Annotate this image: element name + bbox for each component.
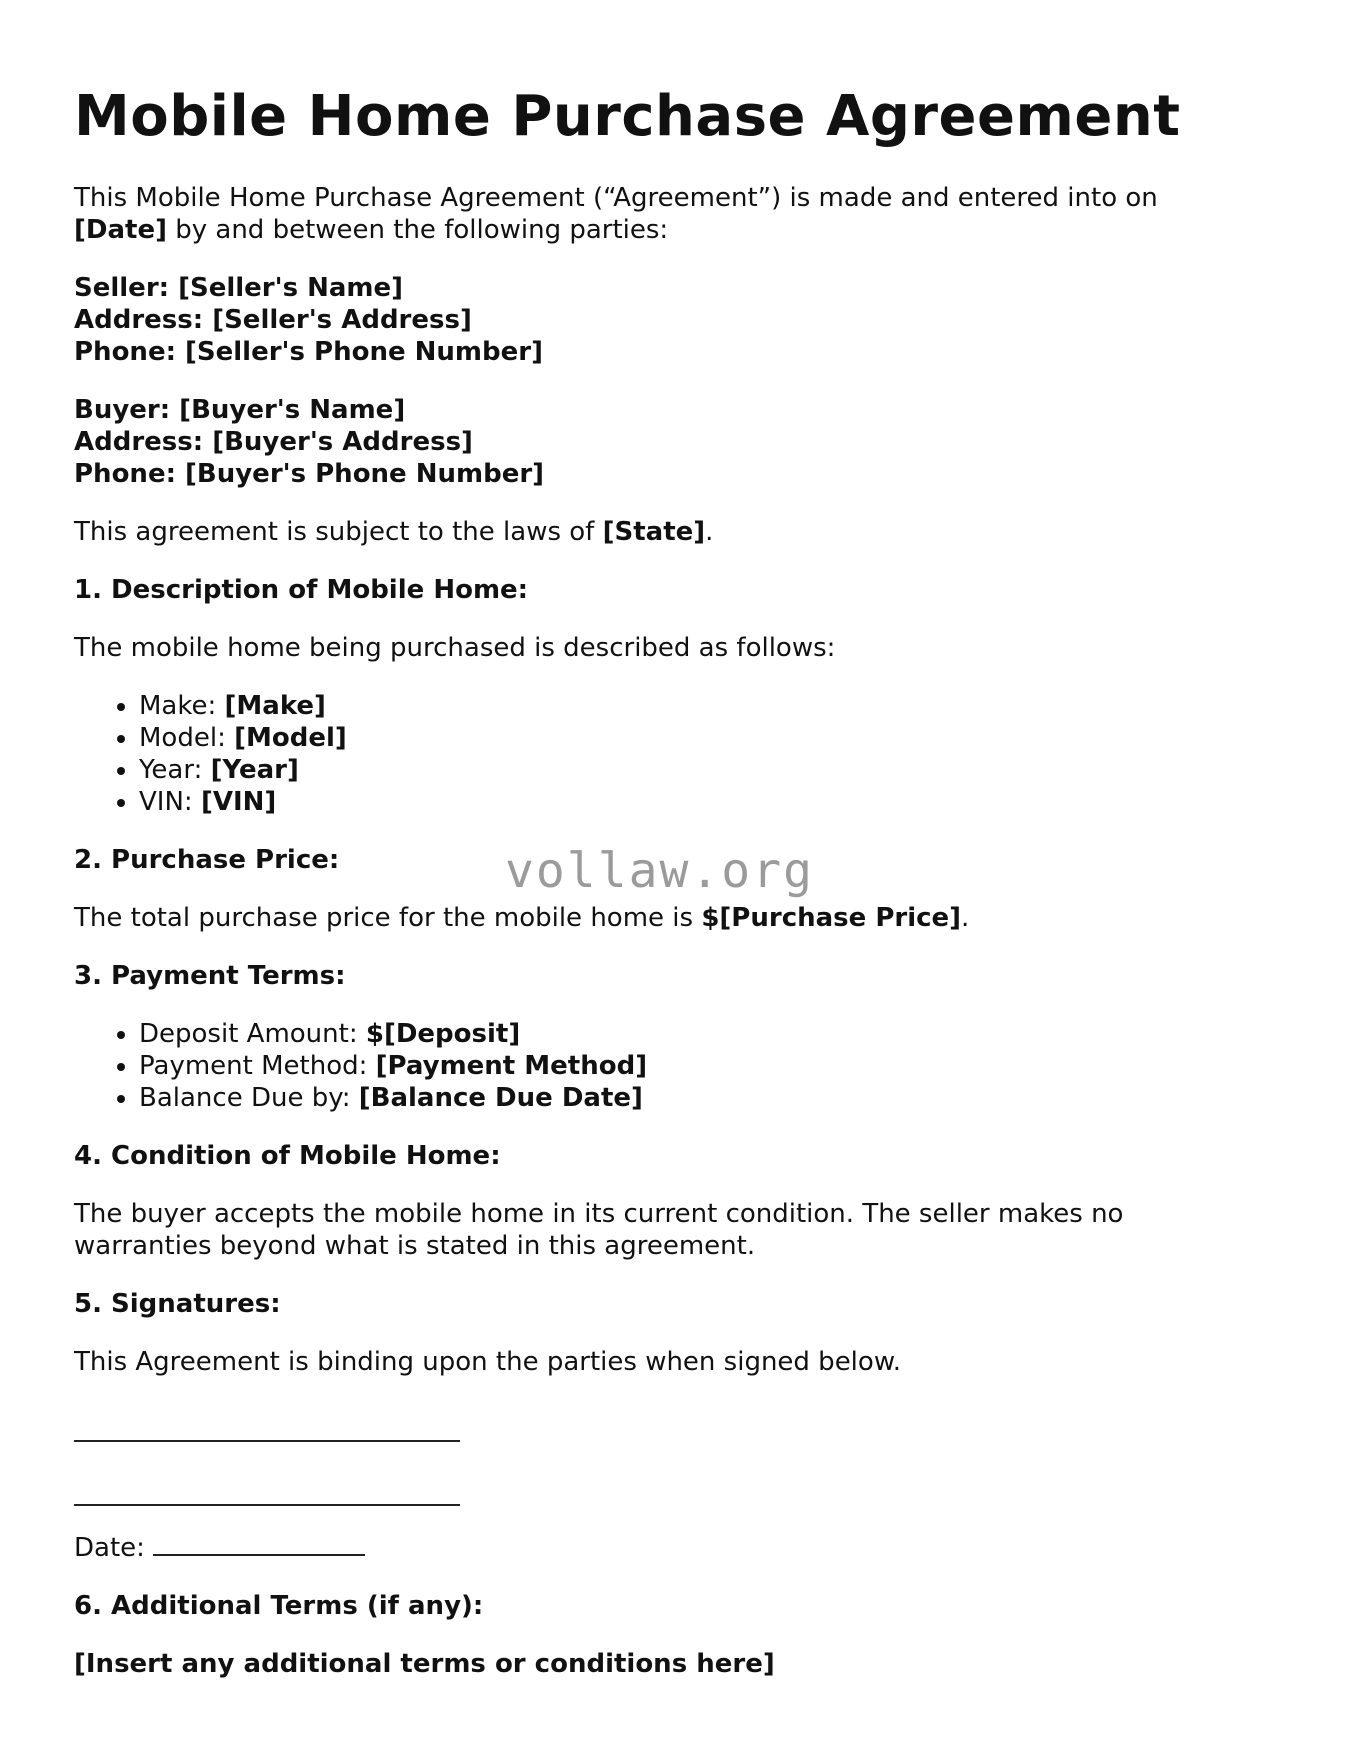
section2-heading: 2. Purchase Price: — [74, 845, 340, 875]
date-label: Date: — [74, 1533, 154, 1563]
item-label: Payment Method: — [139, 1051, 376, 1081]
signature-line-buyer — [74, 1482, 460, 1506]
item-value: [Balance Due Date] — [358, 1083, 643, 1113]
section3-list — [74, 1018, 1274, 1114]
buyer-phone: Phone: [Buyer's Phone Number] — [74, 459, 545, 489]
seller-address: Address: [Seller's Address] — [74, 305, 472, 335]
intro-date-placeholder: [Date] — [74, 215, 167, 245]
governing-law — [74, 516, 1274, 548]
item-label: Make: — [139, 691, 225, 721]
seller-name: Seller: [Seller's Name] — [74, 273, 404, 303]
section4-text: The buyer accepts the mobile home in its current condition. The seller makes no warranties beyond what is stated in this agreement. — [74, 1199, 1124, 1261]
item-label: Model: — [139, 723, 235, 753]
section1-list — [74, 690, 1274, 818]
list-item — [139, 1018, 1274, 1050]
intro-text: This Mobile Home Purchase Agreement (“Agreement”) is made and entered into on — [74, 183, 1158, 213]
item-value: $[Deposit] — [365, 1019, 521, 1049]
section5-text: This Agreement is binding upon the parties when signed below. — [74, 1347, 901, 1377]
list-item — [139, 1050, 1274, 1082]
section2-text — [74, 902, 1274, 934]
item-value: [VIN] — [200, 787, 277, 817]
list-item — [139, 754, 1274, 786]
price-text: The total purchase price for the mobile home is — [74, 903, 702, 933]
signature-date — [74, 1532, 1274, 1564]
signature-line-seller — [74, 1418, 460, 1442]
law-text-after: . — [705, 517, 714, 547]
item-label: Balance Due by: — [139, 1083, 359, 1113]
buyer-address: Address: [Buyer's Address] — [74, 427, 473, 457]
list-item — [139, 1082, 1274, 1114]
list-item — [139, 722, 1274, 754]
buyer-name: Buyer: [Buyer's Name] — [74, 395, 406, 425]
document-title: Mobile Home Purchase Agreement — [74, 84, 1181, 149]
date-line — [153, 1532, 365, 1556]
section6-heading: 6. Additional Terms (if any): — [74, 1591, 484, 1621]
item-value: [Model] — [234, 723, 347, 753]
intro-paragraph — [74, 182, 1274, 246]
seller-info — [74, 272, 1274, 368]
item-value: [Make] — [224, 691, 326, 721]
item-value: [Payment Method] — [375, 1051, 648, 1081]
law-state: [State] — [602, 517, 706, 547]
law-text: This agreement is subject to the laws of — [74, 517, 603, 547]
section6-text: [Insert any additional terms or conditions here] — [74, 1649, 775, 1679]
price-text-after: . — [961, 903, 970, 933]
seller-phone: Phone: [Seller's Phone Number] — [74, 337, 543, 367]
section1-heading: 1. Description of Mobile Home: — [74, 575, 529, 605]
item-label: VIN: — [139, 787, 201, 817]
list-item — [139, 690, 1274, 722]
purchase-price: $[Purchase Price] — [701, 903, 962, 933]
buyer-info — [74, 394, 1274, 490]
watermark: vollaw.org — [505, 843, 814, 899]
intro-text-after: by and between the following parties: — [166, 215, 669, 245]
item-label: Year: — [139, 755, 211, 785]
section3-heading: 3. Payment Terms: — [74, 961, 346, 991]
item-label: Deposit Amount: — [139, 1019, 366, 1049]
list-item — [139, 786, 1274, 818]
section4-heading: 4. Condition of Mobile Home: — [74, 1141, 501, 1171]
section5-heading: 5. Signatures: — [74, 1289, 281, 1319]
section1-text: The mobile home being purchased is described as follows: — [74, 633, 836, 663]
item-value: [Year] — [210, 755, 299, 785]
